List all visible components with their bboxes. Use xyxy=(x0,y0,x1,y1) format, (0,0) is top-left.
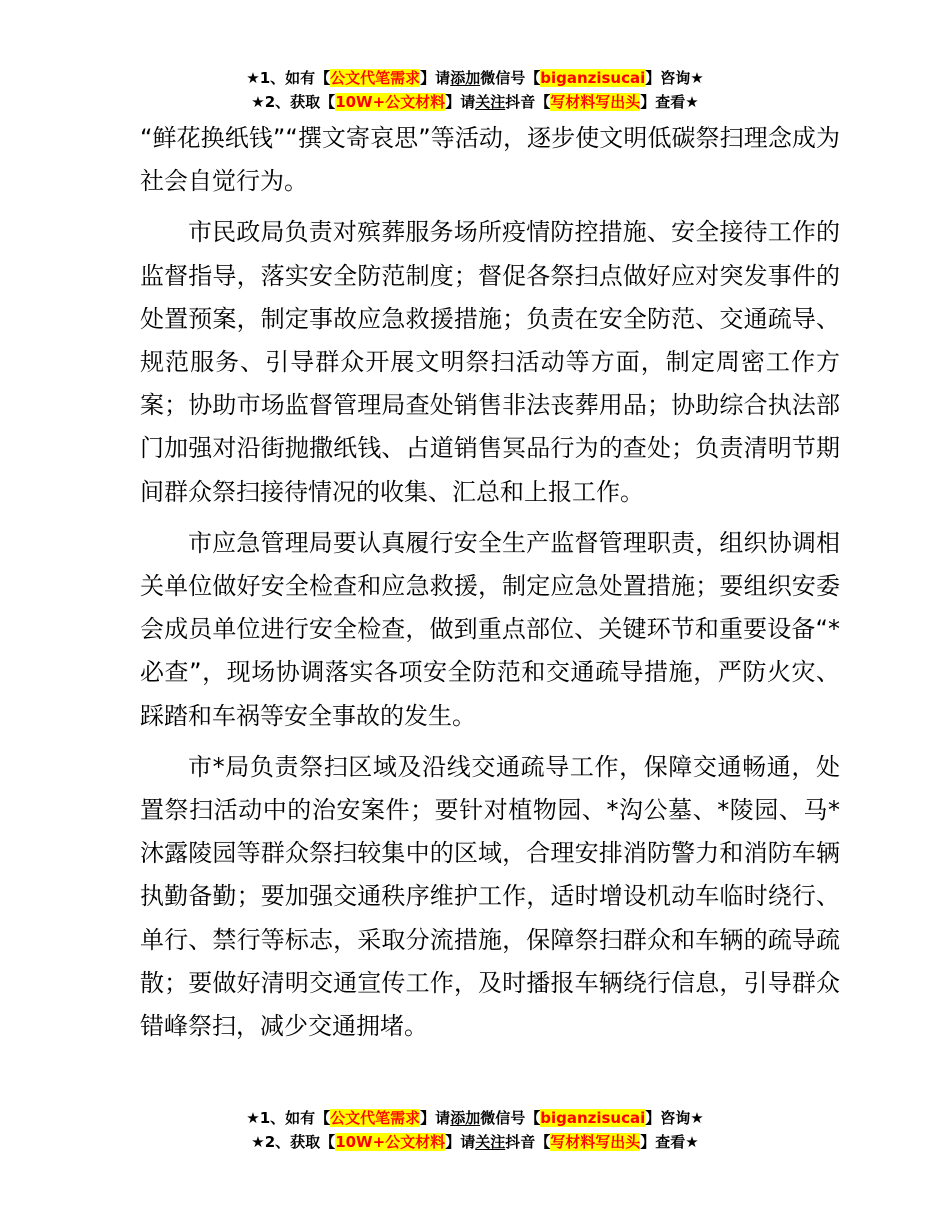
banner-text: 】查看★ xyxy=(640,93,699,111)
banner-line-1 xyxy=(0,1106,950,1130)
banner-highlight: 10W+公文材料 xyxy=(335,93,446,111)
banner-text: ★2、获取【 xyxy=(251,93,336,111)
paragraph-emergency-management: 市应急管理局要认真履行安全生产监督管理职责，组织协调相关单位做好安全检查和应急救援，制定应急处置措施；要组织安委会成员单位进行安全检查，做到重点部位、关键环节和重要设备“*必查”，现场协调落实各项安全防范和交通疏导措施，严防火灾、踩踏和车祸等安全事故的发生。 xyxy=(140,528,840,730)
banner-line-1 xyxy=(0,66,950,90)
banner-text: 】咨询★ xyxy=(645,69,704,87)
banner-text: 抖音【 xyxy=(505,93,551,111)
document-body xyxy=(140,117,840,1048)
banner-line-2 xyxy=(0,1130,950,1154)
banner-highlight: 写材料写出头 xyxy=(550,93,641,111)
banner-text: ★1、如有【 xyxy=(246,69,331,87)
banner-text: ★2、获取【 xyxy=(251,1133,336,1151)
banner-text: 】请 xyxy=(420,1109,451,1127)
banner-text: 微信号【 xyxy=(480,69,541,87)
banner-underlined-text: 添加 xyxy=(450,1109,481,1127)
banner-text: ★1、如有【 xyxy=(246,1109,331,1127)
banner-highlight: 公文代笔需求 xyxy=(330,1109,421,1127)
banner-text: 】请 xyxy=(445,93,476,111)
banner-highlight: 写材料写出头 xyxy=(550,1133,641,1151)
banner-underlined-text: 关注 xyxy=(475,1133,506,1151)
banner-highlight: 10W+公文材料 xyxy=(335,1133,446,1151)
paragraph-continued: “鲜花换纸钱”“撰文寄哀思”等活动，逐步使文明低碳祭扫理念成为社会自觉行为。 xyxy=(140,124,840,196)
banner-highlight: biganzisucai xyxy=(540,69,646,87)
paragraph-civil-affairs: 市民政局负责对殡葬服务场所疫情防控措施、安全接待工作的监督指导，落实安全防范制度；督促各祭扫点做好应对突发事件的处置预案，制定事故应急救援措施；负责在安全防范、交通疏导、规范服务、引导群众开展文明祭扫活动等方面，制定周密工作方案；协助市场监督管理局查处销售非法丧葬用品；协助综合执法部门加强对沿街抛撒纸钱、占道销售冥品行为的查处；负责清明节期间群众祭扫接待情况的收集、汇总和上报工作。 xyxy=(140,218,840,506)
footer-banner xyxy=(0,1106,950,1154)
banner-text: 】请 xyxy=(420,69,451,87)
banner-text: 】咨询★ xyxy=(645,1109,704,1127)
banner-text: 】请 xyxy=(445,1133,476,1151)
banner-text: 抖音【 xyxy=(505,1133,551,1151)
banner-text: 微信号【 xyxy=(480,1109,541,1127)
paragraph-traffic-police: 市*局负责祭扫区域及沿线交通疏导工作，保障交通畅通，处置祭扫活动中的治安案件；要针对植物园、*沟公墓、*陵园、马*沐露陵园等群众祭扫较集中的区域，合理安排消防警力和消防车辆执勤备勤；要加强交通秩序维护工作，适时增设机动车临时绕行、单行、禁行等标志，采取分流措施，保障祭扫群众和车辆的疏导疏散；要做好清明交通宣传工作，及时播报车辆绕行信息，引导群众错峰祭扫，减少交通拥堵。 xyxy=(140,752,840,1041)
header-banner xyxy=(0,66,950,114)
banner-highlight: biganzisucai xyxy=(540,1109,646,1127)
banner-underlined-text: 添加 xyxy=(450,69,481,87)
banner-underlined-text: 关注 xyxy=(475,93,506,111)
banner-highlight: 公文代笔需求 xyxy=(330,69,421,87)
banner-line-2 xyxy=(0,90,950,114)
banner-text: 】查看★ xyxy=(640,1133,699,1151)
